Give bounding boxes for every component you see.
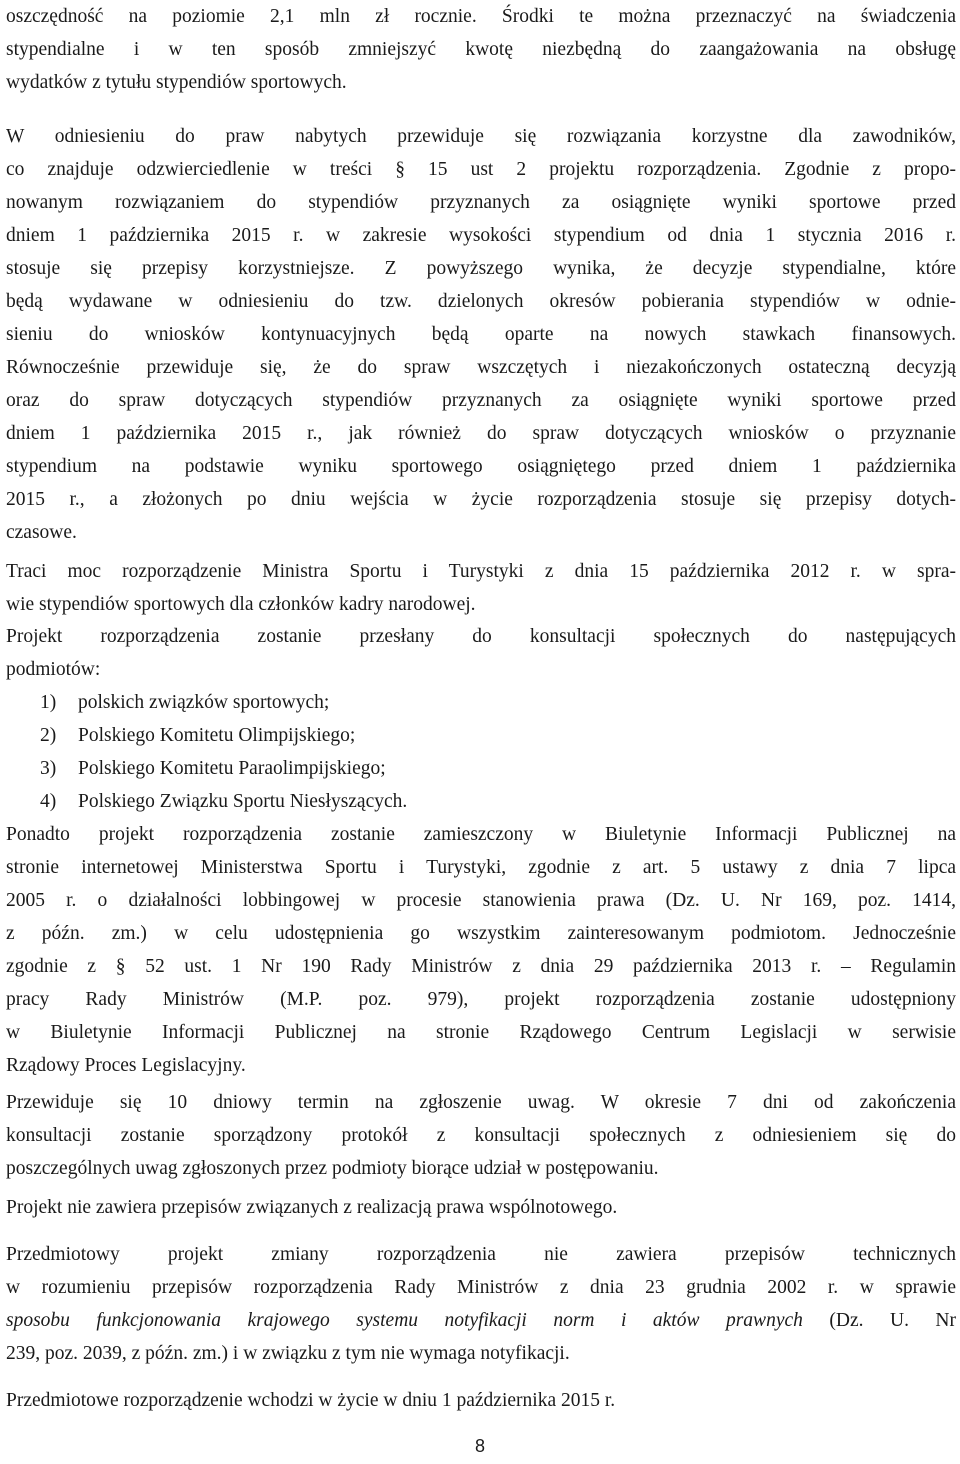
text-line: sieniu do wniosków kontynuacyjnych będą oparte na nowych stawkach finansowych. — [6, 324, 956, 345]
text-line: stypendium na podstawie wyniku sportowego osiągniętego przed dniem 1 października — [6, 456, 956, 477]
text-line: sposobu funkcjonowania krajowego systemu notyfikacji norm i aktów prawnych (Dz. U. Nr — [6, 1310, 956, 1331]
paragraph-publication — [6, 818, 956, 1082]
text-line: co znajduje odzwierciedlenie w treści § 15 ust 2 projektu rozporządzenia. Zgodnie z propo- — [6, 159, 956, 180]
text-line: Ponadto projekt rozporządzenia zostanie zamieszczony w Biuletynie Informacji Publicznej na — [6, 824, 956, 845]
list-item: 3) Polskiego Komitetu Paraolimpijskiego; — [40, 758, 386, 779]
text-line: stosuje się przepisy korzystniejsze. Z powyższego wynika, że decyzje stypendialne, które — [6, 258, 956, 279]
text-line: poszczególnych uwag zgłoszonych przez podmioty biorące udział w postępowaniu. — [6, 1158, 659, 1179]
text-line: podmiotów: — [6, 659, 101, 680]
text-line: zgodnie z § 52 ust. 1 Nr 190 Rady Ministrów z dnia 29 października 2013 r. – Regulamin — [6, 956, 956, 977]
text-line: Przewiduje się 10 dniowy termin na zgłoszenie uwag. W okresie 7 dni od zakończenia — [6, 1092, 956, 1113]
text-line: oraz do spraw dotyczących stypendiów przyznanych za osiągnięte wyniki sportowe przed — [6, 390, 956, 411]
text-line: nowanym rozwiązaniem do stypendiów przyznanych za osiągnięte wyniki sportowe przed — [6, 192, 956, 213]
text-line: konsultacji zostanie sporządzony protokół z konsultacji społecznych z odniesieniem się do — [6, 1125, 956, 1146]
list-item: 1) polskich związków sportowych; — [40, 692, 330, 713]
paragraph-savings — [6, 0, 956, 99]
text-line: 2015 r., a złożonych po dniu wejścia w życie rozporządzenia stosuje się przepisy dotych- — [6, 489, 956, 510]
text-line: 239, poz. 2039, z późn. zm.) i w związku z tym nie wymaga notyfikacji. — [6, 1343, 570, 1364]
text-line: w Biuletynie Informacji Publicznej na stronie Rządowego Centrum Legislacji w serwisie — [6, 1022, 956, 1043]
text-line: Projekt rozporządzenia zostanie przesłany do konsultacji społecznych do następujących — [6, 626, 956, 647]
text-line: oszczędność na poziomie 2,1 mln zł rocznie. Środki te można przeznaczyć na świadczenia — [6, 6, 956, 27]
list-item: 4) Polskiego Związku Sportu Niesłyszących. — [40, 791, 408, 812]
text-line: z późn. zm.) w celu udostępnienia go wszystkim zainteresowanym podmiotom. Jednocześnie — [6, 923, 956, 944]
text-line: 2005 r. o działalności lobbingowej w procesie stanowienia prawa (Dz. U. Nr 169, poz. 1414, — [6, 890, 956, 911]
paragraph-consultation — [6, 620, 956, 686]
text-line: w rozumieniu przepisów rozporządzenia Rady Ministrów z dnia 23 grudnia 2002 r. w sprawie — [6, 1277, 956, 1298]
text-line: dniem 1 października 2015 r., jak również do spraw dotyczących wniosków o przyznanie — [6, 423, 956, 444]
text-line: Przedmiotowy projekt zmiany rozporządzenia nie zawiera przepisów technicznych — [6, 1244, 956, 1265]
paragraph-notification — [6, 1238, 956, 1370]
text-line: stypendialne i w ten sposób zmniejszyć kwotę niezbędną do zaangażowania na obsługę — [6, 39, 956, 60]
paragraph-deadline — [6, 1086, 956, 1185]
text-line: stronie internetowej Ministerstwa Sportu i Turystyki, zgodnie z art. 5 ustawy z dnia 7 lipca — [6, 857, 956, 878]
document-page — [6, 0, 956, 1464]
text-line: wydatków z tytułu stypendiów sportowych. — [6, 72, 347, 93]
italic-title: sposobu funkcjonowania krajowego systemu notyfikacji norm i aktów prawnych — [6, 1310, 803, 1331]
text-line: Traci moc rozporządzenie Ministra Sportu i Turystyki z dnia 15 października 2012 r. w spra- — [6, 561, 956, 582]
text-line: pracy Rady Ministrów (M.P. poz. 979), projekt rozporządzenia zostanie udostępniony — [6, 989, 956, 1010]
text-line: Projekt nie zawiera przepisów związanych z realizacją prawa wspólnotowego. — [6, 1197, 618, 1218]
text-line: będą wydawane w odniesieniu do tzw. dzielonych okresów pobierania stypendiów w odnie- — [6, 291, 956, 312]
text-line: Przedmiotowe rozporządzenie wchodzi w życie w dniu 1 października 2015 r. — [6, 1390, 616, 1411]
text-line: Równocześnie przewiduje się, że do spraw wszczętych i niezakończonych ostateczną decyzją — [6, 357, 956, 378]
page-number: 8 — [474, 1436, 485, 1456]
text-line: Rządowy Proces Legislacyjny. — [6, 1055, 246, 1076]
paragraph-entry-into-force — [6, 1384, 956, 1417]
list-item: 2) Polskiego Komitetu Olimpijskiego; — [40, 725, 356, 746]
paragraph-eu-law — [6, 1191, 956, 1224]
text-line: wie stypendiów sportowych dla członków kadry narodowej. — [6, 594, 476, 615]
text-line: W odniesieniu do praw nabytych przewiduje się rozwiązania korzystne dla zawodników, — [6, 126, 956, 147]
paragraph-acquired-rights — [6, 120, 956, 549]
paragraph-repeal — [6, 555, 956, 621]
text-line: dniem 1 października 2015 r. w zakresie wysokości stypendium od dnia 1 stycznia 2016 r. — [6, 225, 956, 246]
text-line: czasowe. — [6, 522, 77, 543]
consultation-list — [40, 686, 407, 818]
